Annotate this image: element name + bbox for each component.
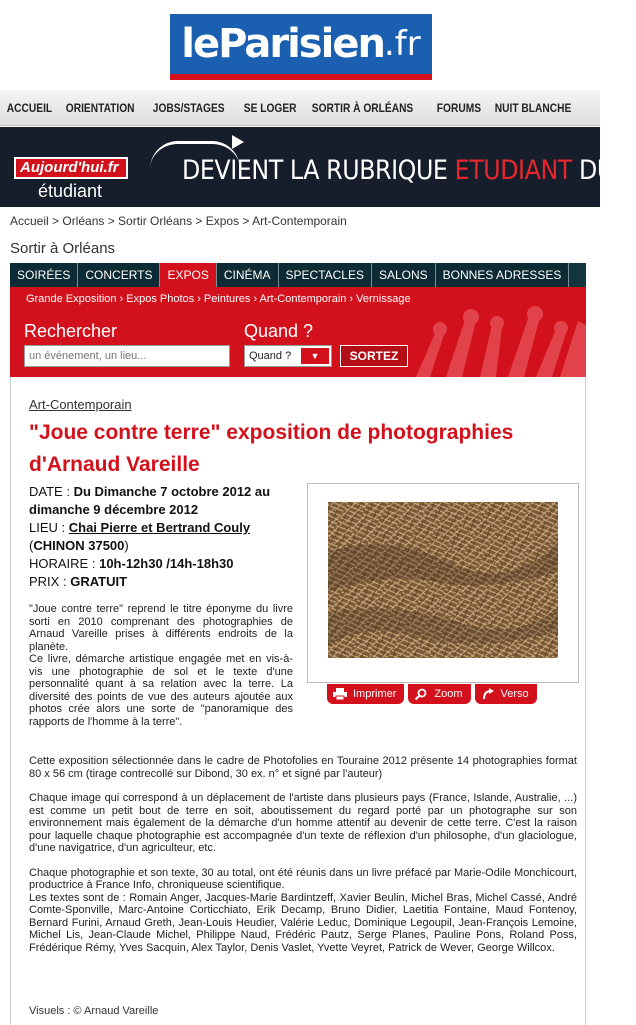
when-select[interactable] [244,345,332,367]
printer-icon [333,688,347,700]
aujourdhui-logo [14,157,128,205]
header [0,0,600,90]
verso-button[interactable] [475,684,537,704]
banner-text-before: DEVIENT LA RUBRIQUE [182,155,448,186]
magnifier-icon [414,688,428,700]
horaire-value: 10h-12h30 /14h-18h30 [99,556,234,571]
lieu-city: CHINON 37500 [33,538,125,553]
search-label: Rechercher [24,321,118,341]
nav-accueil[interactable]: ACCUEIL [6,100,53,115]
when-select-value: Quand ? [249,350,292,362]
verso-label: Verso [500,688,529,700]
tab-spectacles[interactable]: SPECTACLES [279,263,372,287]
nav-forums[interactable]: FORUMS [436,100,482,115]
print-label: Imprimer [353,688,397,700]
tab-concerts[interactable]: CONCERTS [78,263,160,287]
article-category[interactable]: Art-Contemporain [29,397,132,412]
etudiant-banner[interactable] [0,127,636,207]
logo-tld: .fr [383,24,421,64]
print-button[interactable] [327,684,404,704]
nav-se-loger[interactable]: SE LOGER [243,100,297,115]
body-paragraph-3a: Chaque photographie et son texte, 30 au total, ont été réunis dans un livre préfacé par Marie-Odile Monchicourt, productrice à France Info, chroniqueuse scientifique. [29,866,577,891]
article-body [29,755,577,954]
logo-name: leParisien [181,21,384,67]
zoom-button[interactable] [408,684,470,704]
category-tabs [10,263,586,287]
zoom-label: Zoom [434,688,463,700]
banner-text-after: DU S [578,155,636,186]
intro-paragraph-2: Ce livre, démarche artistique engagée met en vis-à-vis une photographie de sol et le texte d'une personnalité quant à sa relation avec la terre. La diversité des points de vue des auteurs ajoutée aux photos crée alors une sorte de "panoramique des rapports de l'homme à la terre". [29,653,293,728]
tab-cinema[interactable]: CINÉMA [217,263,279,287]
banner-text-highlight: ETUDIANT [454,155,572,186]
event-info: DATE : Du Dimanche 7 octobre 2012 au dimanche 9 décembre 2012 LIEU : Chai Pierre et Bertrand Couly (CHINON 37500) HORAIRE : 10h-12h30 /14h-18h30 PRIX : GRATUIT [29,484,271,589]
expos-subnav[interactable]: Grande Exposition › Expos Photos › Peintures › Art-Contemporain › Vernissage [10,287,586,311]
search-panel [10,311,586,377]
article-intro [29,603,293,728]
article-title: "Joue contre terre" exposition de photographies d'Arnaud Vareille [29,421,514,476]
body-paragraph-1: Cette exposition sélectionnée dans le cadre de Photofolies en Touraine 2012 présente 14 photographies format 80 x 56 cm (tirage contrecollé sur Dibond, 30 ex. n° et signé par l'auteur) [29,755,577,780]
article-content [10,377,586,1025]
nav-jobs-stages[interactable]: JOBS/STAGES [153,100,225,115]
body-paragraph-2: Chaque image qui correspond à un déplacement de l'artiste dans plusieurs pays (France, Islande, Australie, ...) est comme un petit bout de terre en soit, aboutissement du regard porté par un photographe sur son environnement mais également de la démarche d'un homme attentif au devenir de cette terre. C'est la raison pour laquelle chaque photographie est accompagnée d'un texte de réflexion d'un philosophe, d'un glaciologue, d'une navigatrice, d'un agriculteur, etc. [29,792,577,854]
photo-frame [307,483,579,683]
section-title: Sortir à Orléans [10,240,116,257]
photo-credit: Visuels : © Arnaud Vareille [29,1005,159,1017]
banner-text [182,155,636,186]
tab-bonnes-adresses[interactable]: BONNES ADRESSES [436,263,570,287]
search-input[interactable] [24,345,230,367]
horaire-label: HORAIRE : [29,556,96,571]
aujourdhui-badge: Aujourd'hui.fr [14,157,128,179]
top-navigation [0,90,600,126]
when-label: Quand ? [244,321,314,341]
date-value: Du Dimanche 7 octobre 2012 au dimanche 9 décembre 2012 [29,484,271,517]
date-label: DATE : [29,484,70,499]
event-photo[interactable] [328,502,558,658]
rotate-arrow-icon [481,688,495,700]
nav-nuit-blanche[interactable]: NUIT BLANCHE [494,100,572,115]
aujourdhui-sub: étudiant [38,181,103,201]
prix-label: PRIX : [29,574,67,589]
prix-value: GRATUIT [70,574,128,589]
nav-sortir-orleans[interactable]: SORTIR À ORLÉANS [311,100,413,115]
tab-soirees[interactable]: SOIRÉES [10,263,78,287]
chevron-down-icon[interactable]: ▼ [301,348,329,364]
lieu-link[interactable]: Chai Pierre et Bertrand Couly [68,520,251,535]
breadcrumb[interactable]: Accueil > Orléans > Sortir Orléans > Expos > Art-Contemporain [10,214,347,228]
intro-paragraph-1: "Joue contre terre" reprend le titre éponyme du livre sorti en 2010 comprenant des photographies de Arnaud Vareille prises à différents endroits de la planète. [29,603,293,653]
leparisien-logo[interactable] [170,14,432,80]
sortez-button[interactable]: SORTEZ [340,345,408,367]
tab-salons[interactable]: SALONS [372,263,436,287]
tab-expos[interactable]: EXPOS [160,263,216,287]
nav-orientation[interactable]: ORIENTATION [66,100,135,115]
body-paragraph-3b: Les textes sont de : Romain Anger, Jacques-Marie Bardintzeff, Xavier Beulin, Michel Bras, Michel Cassé, André Comte-Sponville, Marc-Antoine Corticchiato, Erik Decamp, Bruno Didier, Laetitia Fontaine, Maud Fontenoy, Bernard Furini, Arnaud Greth, Jean-Louis Heudier, Valérie Leduc, Dominique Legoupil, Jean-François Lemoine, Michel Lis, Jean-Claude Michel, Philippe Naud, Frédéric Pautz, Serge Planes, Pauline Pons, Roland Poss, Frédérique Rémy, Yves Sacquin, Alex Taylor, Denis Vaslet, Yvette Veyret, Patrick de Wever, George Willcox. [29,891,577,954]
lieu-label: LIEU : [29,520,66,535]
photo-actions [327,684,537,704]
crowd-hands-decoration [396,311,586,377]
